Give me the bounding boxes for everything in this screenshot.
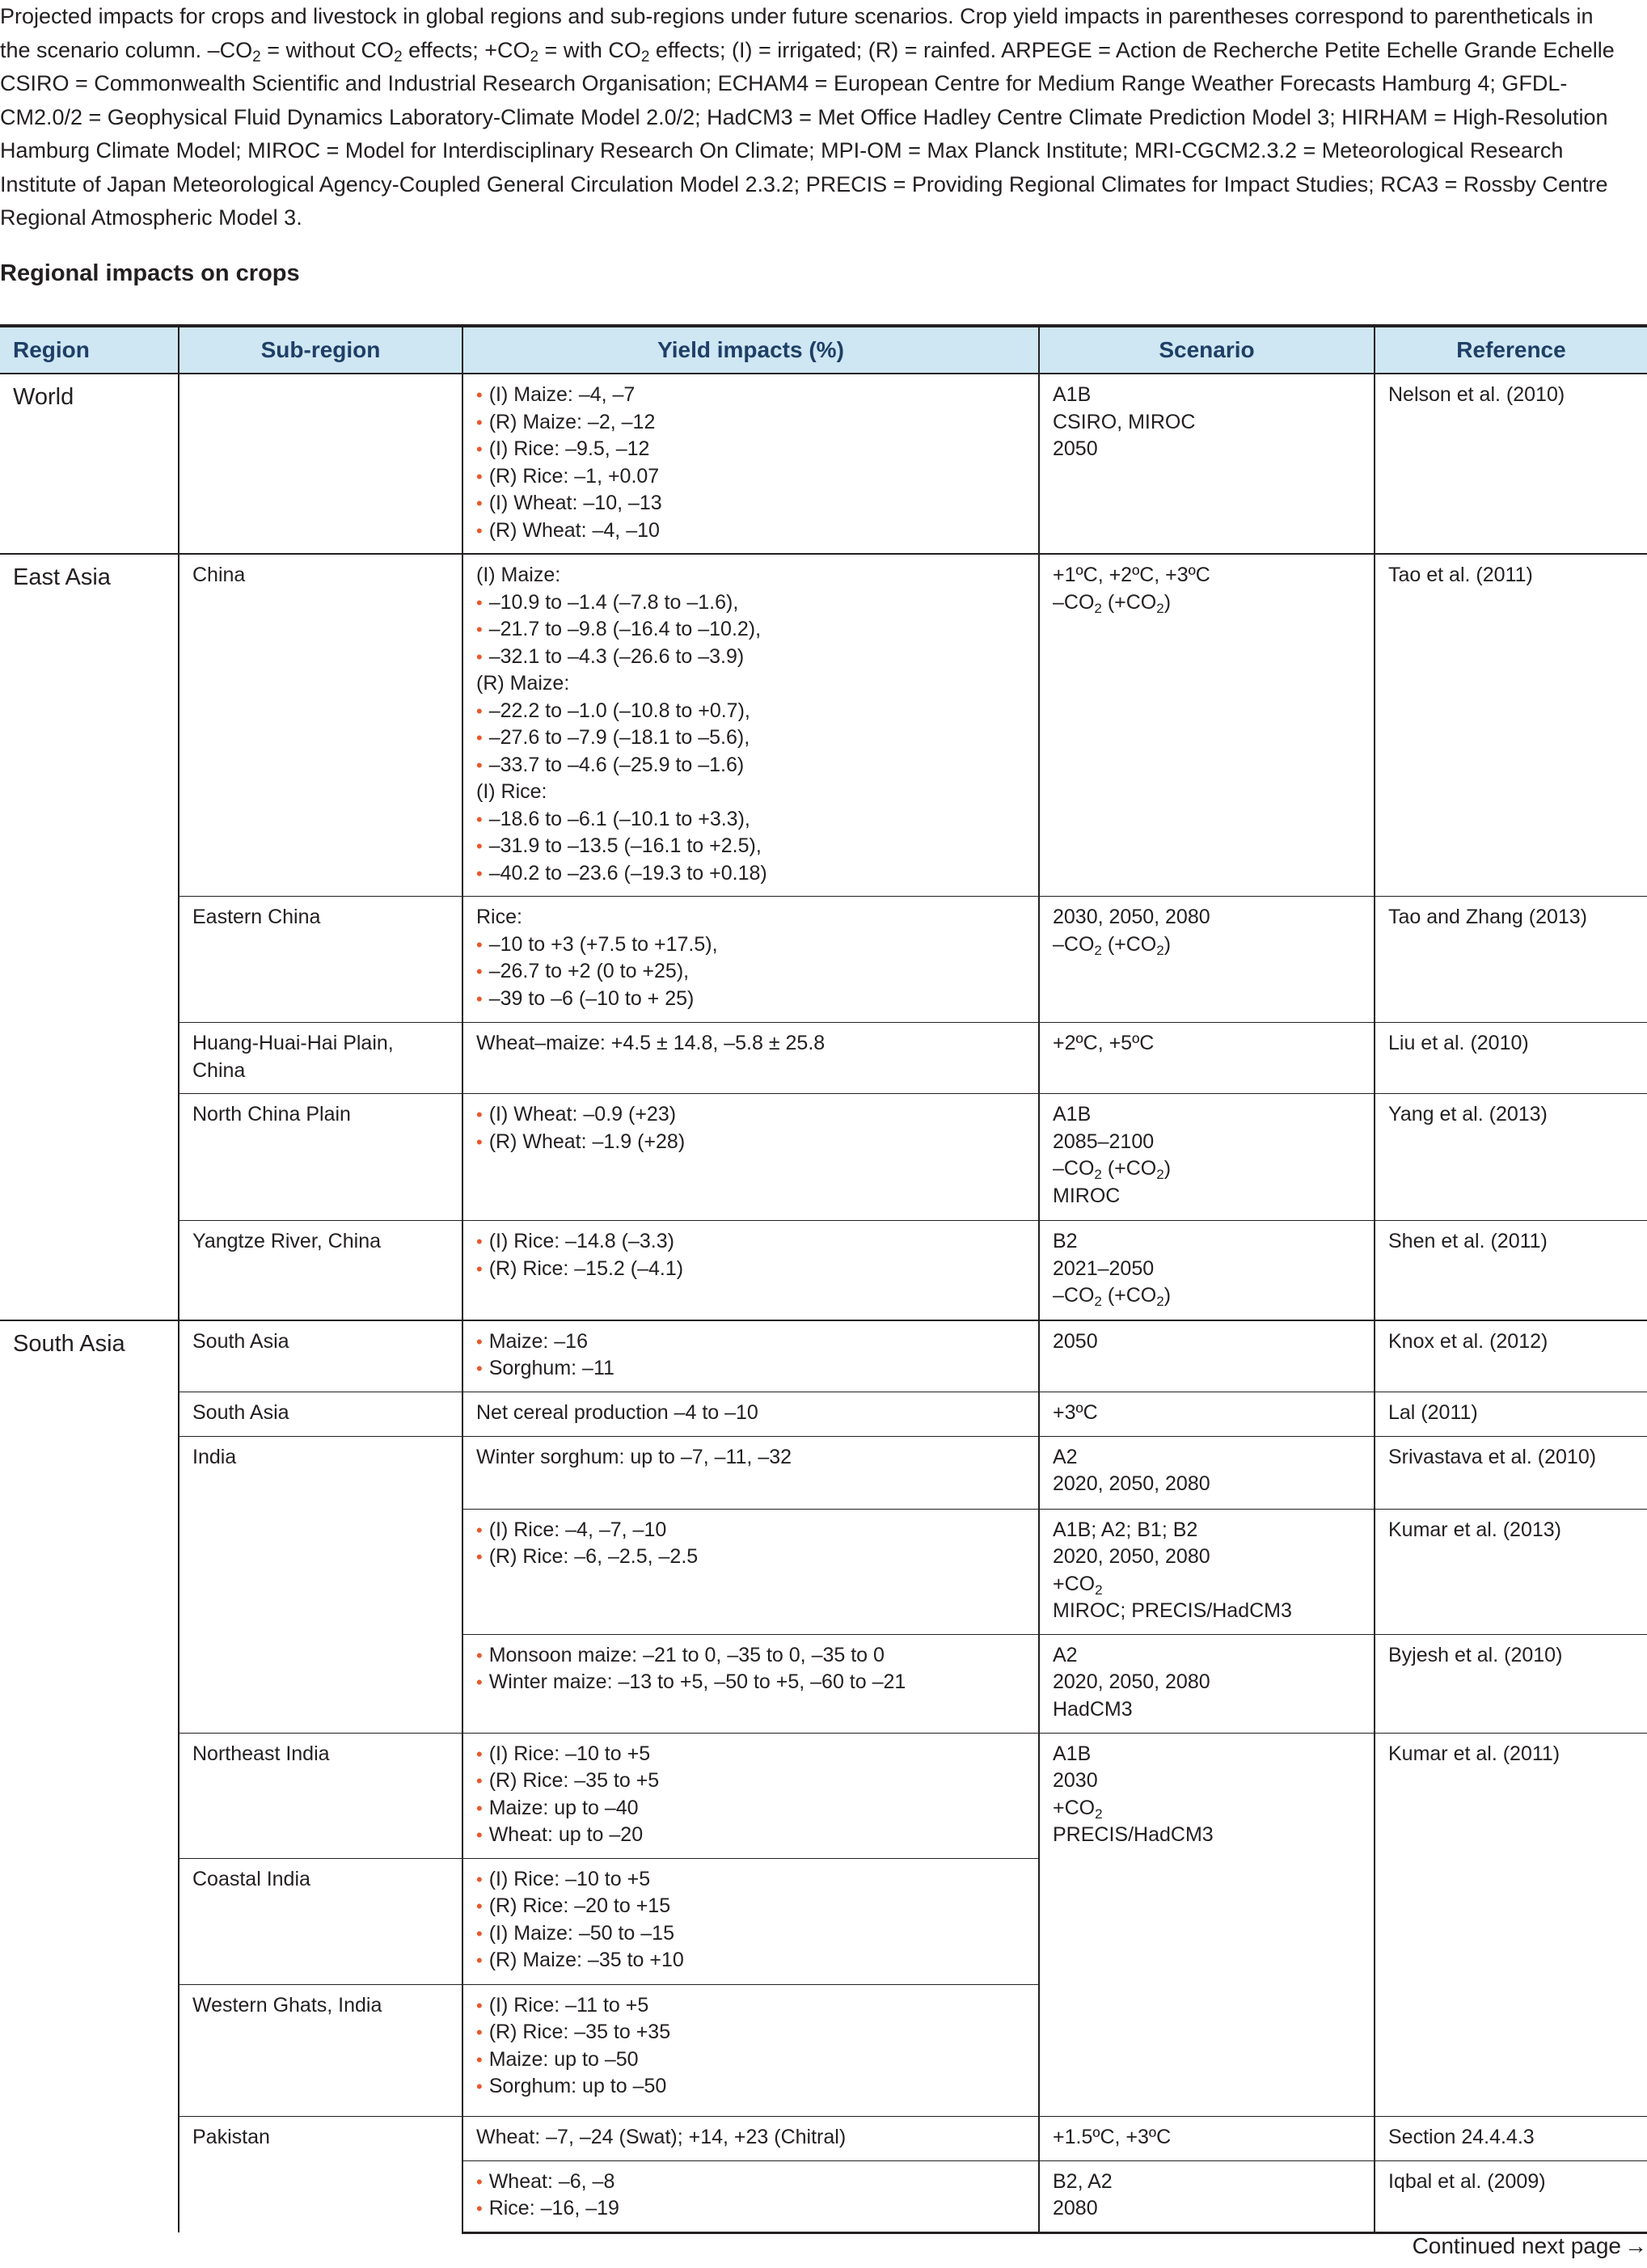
bullet-icon: • xyxy=(476,1547,483,1567)
scenario-cell: A1B 2085–2100 $-CO_2$ $(+CO_2)$ MIROC xyxy=(1039,1094,1375,1221)
bullet-icon: • xyxy=(476,700,483,721)
yield-cell: Net cereal production –4 to –10 xyxy=(462,1392,1039,1436)
region-cell: South Asia xyxy=(0,1320,179,2233)
bullet-icon: • xyxy=(476,1131,483,1152)
bullet-icon: • xyxy=(476,2049,483,2070)
caption-line: Hamburg Climate Model; MIROC = Model for Interdisciplinary Research On Climate; MPI-OM = Max Planck Institute; MRI-CGCM2.3.2 = Meteorological Research xyxy=(0,138,1564,163)
bullet-icon: • xyxy=(476,2198,483,2219)
bullet-icon: • xyxy=(476,1825,483,1845)
region-cell: East Asia xyxy=(0,554,179,1320)
sub-region-cell: China xyxy=(179,554,462,897)
scenario-cell: A1B 2030 $+CO_2$ PRECIS/HadCM3 xyxy=(1039,1733,1375,2116)
yield-cell: • Maize: –16 • Sorghum: –11 xyxy=(462,1320,1039,1392)
sub-region-cell: Pakistan xyxy=(179,2116,462,2232)
sub-region-cell: Yangtze River, China xyxy=(179,1221,462,1320)
bullet-icon: • xyxy=(476,863,483,884)
yield-cell: • Monsoon maize: –21 to 0, –35 to 0, –35 to 0 • Winter maize: –13 to +5, –50 to +5, –60 to –21 xyxy=(462,1634,1039,1733)
bullet-icon: • xyxy=(476,2022,483,2042)
bullet-icon: • xyxy=(476,1645,483,1666)
bullet-icon: • xyxy=(476,646,483,667)
region-cell: World xyxy=(0,374,179,554)
reference-cell: Byjesh et al. (2010) xyxy=(1375,1634,1647,1733)
scenario-cell: B2 2021–2050 $-CO_2$ $(+CO_2)$ xyxy=(1039,1221,1375,1320)
scenario-cell: A1B; A2; B1; B2 2020, 2050, 2080 $+CO_2$ MIROC; PRECIS/HadCM3 xyxy=(1039,1509,1375,1634)
table-row xyxy=(0,2116,1647,2160)
sub-region-cell: Huang-Huai-Hai Plain, China xyxy=(179,1023,462,1094)
sub-region-cell: Eastern China xyxy=(179,897,462,1023)
caption-line: CSIRO = Commonwealth Scientific and Industrial Research Organisation; ECHAM4 = European Centre for Medium Range Weather Forecasts Hamburg 4; GFDL- xyxy=(0,71,1568,95)
bullet-icon: • xyxy=(476,619,483,640)
bullet-icon: • xyxy=(476,412,483,433)
reference-cell: Kumar et al. (2013) xyxy=(1375,1509,1647,1634)
yield-cell: Rice: • –10 to +3 (+7.5 to +17.5), • –26.7 to +2 (0 to +25), • –39 to –6 (–10 to + 25) xyxy=(462,897,1039,1023)
table-row xyxy=(0,554,1647,897)
bullet-icon: • xyxy=(476,1896,483,1916)
yield-cell: • Wheat: –6, –8 • Rice: –16, –19 xyxy=(462,2160,1039,2232)
bullet-icon: • xyxy=(476,1258,483,1279)
reference-cell: Liu et al. (2010) xyxy=(1375,1023,1647,1094)
table-row xyxy=(0,1392,1647,1436)
section-title: Regional impacts on crops xyxy=(0,260,300,286)
table-row xyxy=(0,897,1647,1023)
reference-cell: Lal (2011) xyxy=(1375,1392,1647,1436)
yield-cell: • (I) Rice: –4, –7, –10 • (R) Rice: –6, –2.5, –2.5 xyxy=(462,1509,1039,1634)
scenario-cell: A2 2020, 2050, 2080 HadCM3 xyxy=(1039,1634,1375,1733)
bullet-icon: • xyxy=(476,2171,483,2192)
bullet-icon: • xyxy=(476,1231,483,1252)
table-caption xyxy=(0,0,1647,235)
yield-cell: Winter sorghum: up to –7, –11, –32 xyxy=(462,1436,1039,1509)
header-region: Region xyxy=(0,326,179,374)
scenario-cell: 2030, 2050, 2080 $-CO_2$ $(+CO_2)$ xyxy=(1039,897,1375,1023)
yield-cell: • (I) Rice: –10 to +5 • (R) Rice: –20 to +15 • (I) Maize: –50 to –15 • (R) Maize: –35 to +10 xyxy=(462,1858,1039,1984)
bullet-icon: • xyxy=(476,1869,483,1890)
table-row xyxy=(0,1320,1647,1392)
sub-region-cell: Western Ghats, India xyxy=(179,1984,462,2116)
bullet-icon: • xyxy=(476,961,483,982)
caption-line: Institute of Japan Meteorological Agency-Coupled General Circulation Model 2.3.2; PRECIS = Providing Regional Climates for Impact Studies; RCA3 = Rossby Centre xyxy=(0,171,1608,196)
bullet-icon: • xyxy=(476,1358,483,1379)
bullet-icon: • xyxy=(476,1743,483,1764)
yield-cell: • (I) Maize: –4, –7 • (R) Maize: –2, –12 • (I) Rice: –9.5, –12 • (R) Rice: –1, +0.07 • (I) Wheat: –10, –13 • (R) Wheat: –4, –10 xyxy=(462,374,1039,554)
bullet-icon: • xyxy=(476,1950,483,1970)
reference-cell: Yang et al. (2013) xyxy=(1375,1094,1647,1221)
bullet-icon: • xyxy=(476,836,483,856)
table-row xyxy=(0,1023,1647,1094)
reference-cell: Nelson et al. (2010) xyxy=(1375,374,1647,554)
reference-cell: Section 24.4.4.3 xyxy=(1375,2116,1647,2160)
yield-cell: Wheat–maize: +4.5 ± 14.8, –5.8 ± 25.8 xyxy=(462,1023,1039,1094)
reference-cell: Shen et al. (2011) xyxy=(1375,1221,1647,1320)
scenario-cell: +1.5ºC, +3ºC xyxy=(1039,2116,1375,2160)
sub-region-cell: South Asia xyxy=(179,1392,462,1436)
caption-line: CM2.0/2 = Geophysical Fluid Dynamics Laboratory-Climate Model 2.0/2; HadCM3 = Met Office Hadley Centre Climate Prediction Model 3; HIRHAM = High-Resolution xyxy=(0,104,1608,129)
header-yield: Yield impacts (%) xyxy=(462,326,1039,374)
reference-cell: Knox et al. (2012) xyxy=(1375,1320,1647,1392)
yield-cell: • (I) Rice: –11 to +5 • (R) Rice: –35 to +35 • Maize: up to –50 • Sorghum: up to –50 xyxy=(462,1984,1039,2116)
bullet-icon: • xyxy=(476,385,483,405)
table-row xyxy=(0,1733,1647,1858)
reference-cell: Tao and Zhang (2013) xyxy=(1375,897,1647,1023)
sub-region-cell xyxy=(179,374,462,554)
reference-cell: Kumar et al. (2011) xyxy=(1375,1733,1647,2116)
bullet-icon: • xyxy=(476,520,483,541)
scenario-cell: 2050 xyxy=(1039,1320,1375,1392)
table-row xyxy=(0,1436,1647,1509)
continued-label: Continued next page xyxy=(1412,2233,1621,2258)
bullet-icon: • xyxy=(476,1331,483,1352)
bullet-icon: • xyxy=(476,1672,483,1692)
scenario-cell: B2, A2 2080 xyxy=(1039,2160,1375,2232)
bullet-icon: • xyxy=(476,1104,483,1125)
arrow-right-icon: → xyxy=(1624,2233,1647,2258)
reference-cell: Tao et al. (2011) xyxy=(1375,554,1647,897)
sub-region-cell: India xyxy=(179,1436,462,1733)
table-header-row xyxy=(0,326,1647,374)
bullet-icon: • xyxy=(476,1797,483,1818)
sub-region-cell: North China Plain xyxy=(179,1094,462,1221)
header-scenario: Scenario xyxy=(1039,326,1375,374)
sub-region-cell: South Asia xyxy=(179,1320,462,1392)
scenario-cell: +2ºC, +5ºC xyxy=(1039,1023,1375,1094)
sub-region-cell: Northeast India xyxy=(179,1733,462,1858)
bullet-icon: • xyxy=(476,728,483,748)
table-row xyxy=(0,374,1647,554)
bullet-icon: • xyxy=(476,988,483,1009)
sub-region-cell: Coastal India xyxy=(179,1858,462,1984)
table-row xyxy=(0,1221,1647,1320)
bullet-icon: • xyxy=(476,1923,483,1944)
yield-cell: (I) Maize: • –10.9 to –1.4 (–7.8 to –1.6), • –21.7 to –9.8 (–16.4 to –10.2), • –32.1 to –4.3 (–26.6 to –3.9) (R) Maize: • –22.2 to –1.0 (–10.8 to +0.7), • –27.6 to –7.9 (–18.1 to –5.6), • –33.7 to –4.6 (–25.9 to –1.6) (I) Rice: • –18.6 to –6.1 (–10.1 to +3.3), • –31.9 to –13.5 (–16.1 to +2.5), • –40.2 to –23.6 (–19.3 to +0.18) xyxy=(462,554,1039,897)
yield-cell: • (I) Wheat: –0.9 (+23) • (R) Wheat: –1.9 (+28) xyxy=(462,1094,1039,1221)
bullet-icon: • xyxy=(476,1995,483,2016)
header-sub-region: Sub-region xyxy=(179,326,462,374)
yield-cell: Wheat: –7, –24 (Swat); +14, +23 (Chitral) xyxy=(462,2116,1039,2160)
bullet-icon: • xyxy=(476,1771,483,1791)
bullet-icon: • xyxy=(476,493,483,513)
continued-next-page xyxy=(1413,2233,1647,2259)
reference-cell: Srivastava et al. (2010) xyxy=(1375,1436,1647,1509)
bullet-icon: • xyxy=(476,1519,483,1540)
caption-line: the scenario column. $-CO_2$ = without $CO_2$ effects; $+CO_2$ = with $CO_2$ effects; (I) = irrigated; (R) = rainfed. ARPEGE = Action de Recherche Petite Echelle Grande Echelle xyxy=(0,37,1615,65)
scenario-cell: A2 2020, 2050, 2080 xyxy=(1039,1436,1375,1509)
bullet-icon: • xyxy=(476,754,483,775)
caption-line: Regional Atmospheric Model 3. xyxy=(0,205,302,230)
bullet-icon: • xyxy=(476,592,483,613)
crop-impacts-table xyxy=(0,324,1647,2234)
scenario-cell: +1ºC, +2ºC, +3ºC $-CO_2$ $(+CO_2)$ xyxy=(1039,554,1375,897)
caption-line: Projected impacts for crops and livestock in global regions and sub-regions under future scenarios. Crop yield impacts in parentheses correspond to parentheticals in xyxy=(0,4,1594,28)
table-row xyxy=(0,1094,1647,1221)
bullet-icon: • xyxy=(476,2076,483,2097)
bullet-icon: • xyxy=(476,439,483,459)
scenario-cell: +3ºC xyxy=(1039,1392,1375,1436)
bullet-icon: • xyxy=(476,934,483,955)
bullet-icon: • xyxy=(476,466,483,487)
yield-cell: • (I) Rice: –10 to +5 • (R) Rice: –35 to +5 • Maize: up to –40 • Wheat: up to –20 xyxy=(462,1733,1039,1858)
header-reference: Reference xyxy=(1375,326,1647,374)
yield-cell: • (I) Rice: –14.8 (–3.3) • (R) Rice: –15.2 (–4.1) xyxy=(462,1221,1039,1320)
reference-cell: Iqbal et al. (2009) xyxy=(1375,2160,1647,2232)
scenario-cell: A1B CSIRO, MIROC 2050 xyxy=(1039,374,1375,554)
bullet-icon: • xyxy=(476,809,483,830)
